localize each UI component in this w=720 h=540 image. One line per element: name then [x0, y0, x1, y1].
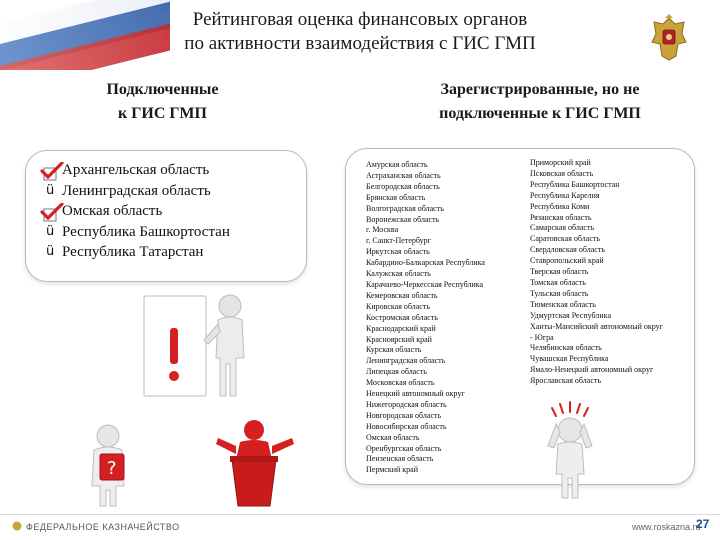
list-item: ü Республика Татарстан [44, 242, 304, 263]
list-item: ü Республика Башкортостан [44, 222, 304, 243]
list-item: Ямало-Ненецкий автономный округ [530, 365, 654, 375]
connected-list [44, 160, 304, 263]
page-number: 27 [696, 517, 710, 531]
list-item: Саратовская область [530, 234, 601, 244]
person-exclamation-illustration [140, 288, 260, 406]
treasury-logo-icon [12, 521, 22, 531]
list-item: Карачаево-Черкесская Республика [366, 279, 484, 289]
registered-list-column-1 [366, 160, 485, 476]
red-checkbox-icon [38, 203, 64, 223]
check-icon: ü [46, 182, 55, 198]
list-item: Белгородская область [366, 181, 440, 191]
list-item: Новгородская область [366, 410, 442, 420]
list-item: Иркутская область [366, 247, 430, 257]
list-item: Челябинская область [530, 343, 602, 353]
svg-text:?: ? [107, 458, 117, 479]
list-item: Республика Карелия [530, 190, 600, 200]
list-item: Брянская область [366, 192, 426, 202]
check-icon: ü [46, 244, 55, 259]
list-item: Курская область [366, 345, 422, 355]
list-item: Кемеровская область [366, 290, 438, 300]
list-item: Республика Коми [530, 201, 590, 211]
list-item: Омская область [366, 432, 420, 442]
list-item: Республика Башкортостан [530, 179, 620, 189]
list-item: Удмуртская Республика [530, 310, 611, 320]
footer-divider [0, 514, 720, 515]
title-line-2: по активности взаимодействия с ГИС ГМП [184, 33, 536, 54]
list-item: Ленинградская область [366, 356, 446, 366]
list-item: Липецкая область [366, 367, 427, 377]
list-item: Псковская область [530, 168, 594, 178]
red-checkbox-icon [38, 162, 64, 182]
list-item: Воронежская область [366, 214, 440, 224]
page-title [140, 8, 580, 56]
check-icon: ü [46, 223, 55, 239]
person-question-sign-illustration [62, 420, 152, 508]
list-item: Ярославская область [530, 376, 602, 386]
list-item: Калужская область [366, 269, 431, 279]
footer-organization: ФЕДЕРАЛЬНОЕ КАЗНАЧЕЙСТВО [26, 522, 180, 532]
list-item: Московская область [366, 378, 435, 388]
list-item: Пензенская область [366, 454, 434, 464]
list-item: Приморский край [530, 158, 591, 167]
list-item: Оренбургская область [366, 443, 442, 453]
list-item: Кировская область [366, 301, 431, 311]
list-item: Волгоградская область [366, 203, 444, 213]
list-item: Астраханская область [366, 170, 441, 180]
list-item: - Югра [530, 332, 554, 342]
list-item: Томская область [530, 277, 586, 287]
list-item: Кабардино-Балкарская Республика [366, 258, 485, 268]
list-item: Самарская область [530, 223, 595, 233]
red-speaker-at-podium-illustration [210, 416, 300, 508]
registered-not-connected-heading: Зарегистрированные, но не подключенные к ГИС ГМП [439, 81, 641, 122]
list-item: Новосибирская область [366, 421, 447, 431]
list-item: Свердловская область [530, 245, 605, 255]
list-item: ü Ленинградская область [44, 181, 304, 202]
list-item: Тверская область [530, 267, 589, 277]
list-item: Ханты-Мансийский автономный округ [530, 321, 663, 331]
list-item: Костромская область [366, 312, 438, 322]
list-item: г. Санкт-Петербург [366, 236, 431, 246]
list-item: Архангельская область [62, 162, 210, 178]
list-item: Ненецкий автономный округ [366, 389, 465, 399]
registered-list-column-2 [530, 158, 663, 387]
footer-website-link[interactable]: www.roskazna.ru [632, 522, 701, 532]
list-item: Краснодарский край [366, 323, 436, 333]
list-item: Амурская область [366, 160, 428, 169]
list-item: Пермский край [366, 465, 418, 475]
list-item: Рязанская область [530, 212, 592, 222]
list-item: Тюменская область [530, 299, 596, 309]
list-item: Ставропольский край [530, 256, 604, 266]
list-item: Тульская область [530, 288, 589, 298]
confused-person-illustration [530, 400, 610, 500]
treasury-emblem-icon [648, 14, 690, 64]
list-item: Омская область [62, 203, 163, 219]
list-item: Красноярский край [366, 334, 432, 344]
title-line-1: Рейтинговая оценка финансовых органов [192, 9, 528, 30]
list-item: г. Москва [366, 225, 399, 235]
connected-heading: Подключенные к ГИС ГМП [106, 81, 219, 122]
list-item: Чувашская Республика [530, 354, 609, 364]
list-item: Нижегородская область [366, 399, 447, 409]
